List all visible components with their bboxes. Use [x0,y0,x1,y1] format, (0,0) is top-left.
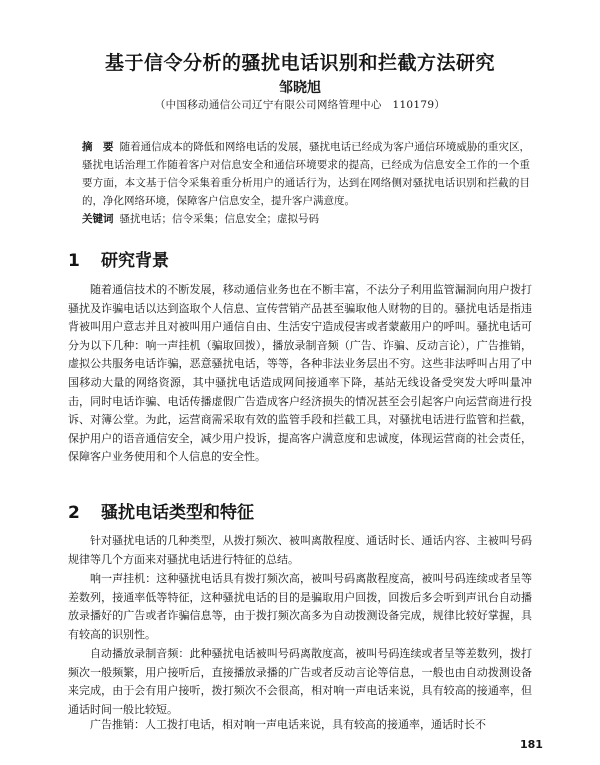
page-number: 181 [520,738,543,751]
abstract [82,138,530,210]
section-number: 2 [68,503,80,523]
paragraph: 自动播放录制音频：此种骚扰电话被叫号码离散度高，被叫号码连续或者呈等差数列，拨打频次一般频繁，用户接听后，直接播放录播的广告或者反动言论等信息，一般也由自动拨测设备来完成，由于会有用户接听，拨打频次不会很高，相对响一声电话来说，具有较高的接通率，但通话时间一般比较短。 [68,647,532,716]
keywords-text: 骚扰电话；信令采集；信息安全；虚拟号码 [119,213,319,225]
paragraph: 随着通信技术的不断发展，移动通信业务也在不断丰富，不法分子利用监管漏洞向用户拨打骚扰及诈骗电话以达到盗取个人信息、宣传营销产品甚至骗取他人财物的目的。骚扰电话是指违背被叫用户意志并且对被叫用户通信自由、生活安宁造成侵害或者蒙蔽用户的呼叫。骚扰电话可分为以下几种：响一声挂机（骗取回拨），播放录制音频（广告、诈骗、反动言论），广告推销，虚拟公共服务电话诈骗，恶意骚扰电话，等等，各种非法业务层出不穷。这些非法呼叫占用了中国移动大量的网络资源，其中骚扰电话造成网间接通率下降，基站无线设备受突发大呼叫量冲击，同时电话诈骗、电话传播虚假广告造成客户经济损失的情况甚至会引起客户向运营商进行投诉、对簿公堂。为此，运营商需采取有效的监管手段和拦截工具，对骚扰电话进行监管和拦截，保护用户的语音通信安全，减少用户投诉，提高客户满意度和忠诚度，体现运营商的社会责任，保障客户业务使用和个人信息的安全性。 [68,283,532,464]
paragraph: 针对骚扰电话的几种类型，从拨打频次、被叫离散程度、通话时长、通话内容、主被叫号码规律等几个方面来对骚扰电话进行特征的总结。 [68,534,532,566]
section-heading-1 [68,246,169,271]
section-title: 研究背景 [101,251,169,271]
paragraph: 广告推销：人工拨打电话，相对响一声电话来说，具有较高的接通率，通话时长不 [90,718,486,731]
section-title: 骚扰电话类型和特征 [101,503,254,523]
abstract-text: 随着通信成本的降低和网络电话的发展，骚扰电话已经成为客户通信环境威胁的重灾区，骚扰电话治理工作随着客户对信息安全和通信环境要求的提高，已经成为信息安全工作的一个重要方面，本文基于信令采集着重分析用户的通话行为，达到在网络侧对骚扰电话识别和拦截的目的，净化网络环境，保障客户信息安全，提升客户满意度。 [82,141,531,207]
section-heading-2 [68,498,254,523]
abstract-label: 摘 要 [82,141,114,153]
author-name: 邹晓旭 [279,80,321,96]
paper-title: 基于信令分析的骚扰电话识别和拦截方法研究 [104,52,495,74]
author-affiliation: （中国移动通信公司辽宁有限公司网络管理中心 110179） [154,99,446,111]
section-number: 1 [68,251,80,271]
keywords [82,210,530,228]
keywords-label: 关键词 [82,213,114,225]
paragraph: 响一声挂机：这种骚扰电话具有拨打频次高，被叫号码离散程度高，被叫号码连续或者呈等差数列，接通率低等特征，这种骚扰电话的目的是骗取用户回拨，回拨后多会听到声讯台自动播放录播好的广告或者诈骗信息等，由于拨打频次高多为自动拨测设备完成，规律比较好掌握，具有较高的识别性。 [68,572,532,641]
